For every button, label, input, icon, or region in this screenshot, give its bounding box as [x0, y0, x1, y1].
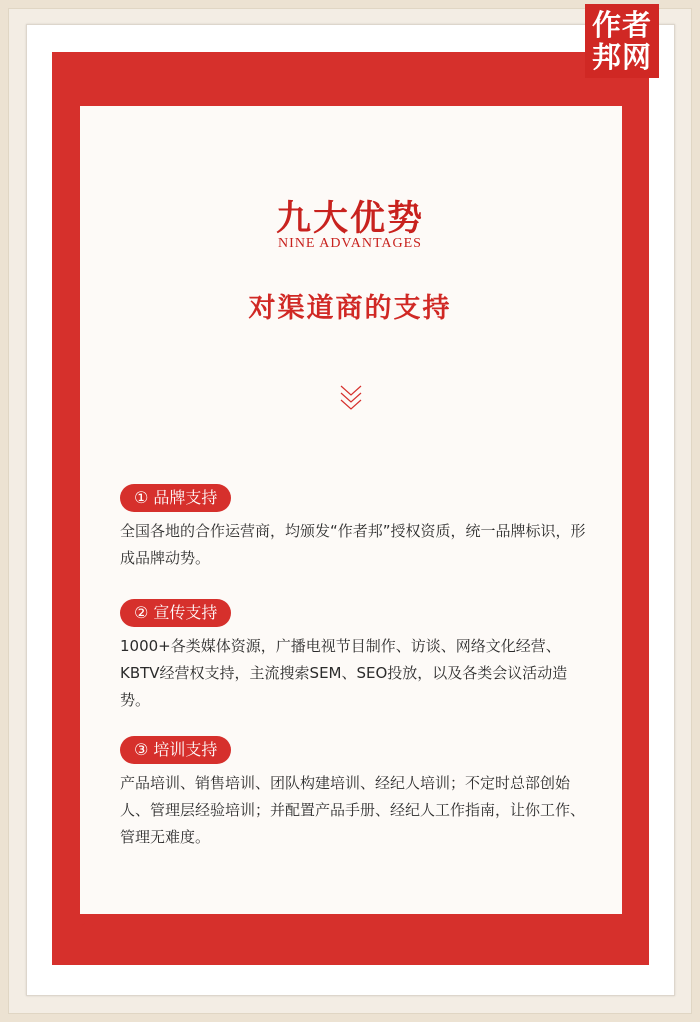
page-title-english: NINE ADVANTAGES — [278, 236, 422, 251]
logo-line-2: 邦网 — [591, 40, 652, 74]
page-number: 43 — [80, 920, 96, 934]
section-badge-training-support: ③ 培训支持 — [120, 736, 231, 764]
logo-line-1: 作者 — [591, 8, 652, 42]
page-number-underline — [78, 939, 98, 940]
section-badge-brand-support: ① 品牌支持 — [120, 484, 231, 512]
page-subtitle: 对渠道商的支持 — [248, 293, 452, 324]
section-badge-promotion-support: ② 宣传支持 — [120, 599, 231, 627]
chevron-double-down-icon — [339, 383, 363, 413]
page-title: 九大优势 — [275, 198, 424, 239]
section-body-promotion-support: 1000+各类媒体资源，广播电视节目制作、访谈、网络文化经营、KBTV经营权支持，主流搜索SEM、SEO投放，以及各类会议活动造势。 — [120, 637, 568, 709]
section-body-brand-support: 全国各地的合作运营商，均颁发“作者邦”授权资质，统一品牌标识，形成品牌动势。 — [120, 522, 586, 567]
brand-logo — [585, 4, 659, 78]
section-body-training-support: 产品培训、销售培训、团队构建培训、经纪人培训；不定时总部创始人、管理层经验培训；并配置产品手册、经纪人工作指南，让你工作、管理无难度。 — [120, 774, 586, 846]
